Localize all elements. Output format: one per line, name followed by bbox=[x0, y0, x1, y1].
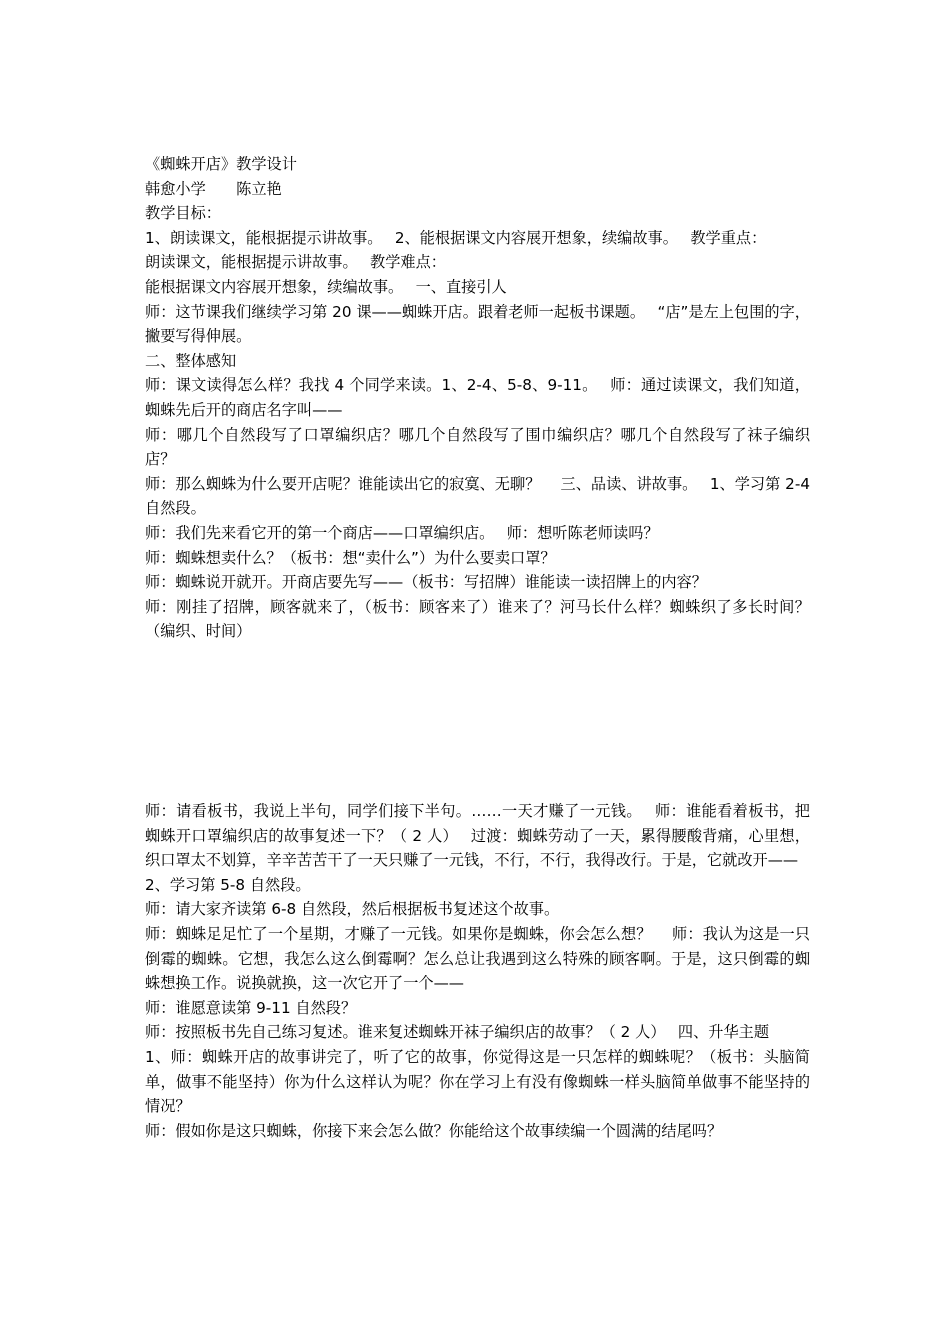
paragraph: 师：谁愿意读第 9-11 自然段？ bbox=[145, 998, 357, 1017]
paragraph: 能根据课文内容展开想象，续编故事。 一、直接引人 bbox=[145, 277, 507, 296]
document-title: 《蜘蛛开店》教学设计 bbox=[145, 155, 297, 173]
paragraph: 1、朗读课文，能根据提示讲故事。 2、能根据课文内容展开想象，续编故事。 教学重点： bbox=[145, 228, 767, 247]
paragraph: 师：我们先来看它开的第一个商店——口罩编织店。 师：想听陈老师读吗？ bbox=[145, 523, 659, 542]
paragraph: 1、师：蜘蛛开店的故事讲完了，听了它的故事，你觉得这是一只怎样的蜘蛛呢？（板书：头脑简单，做事不能坚持）你为什么这样认为呢？你在学习上有没有像蜘蛛一样头脑简单做事不能坚持的情况？ bbox=[145, 1047, 810, 1116]
paragraph: 朗读课文，能根据提示讲故事。 教学难点： bbox=[145, 253, 446, 272]
author-line: 韩愈小学 陈立艳 bbox=[145, 179, 282, 198]
paragraph: 师：蜘蛛想卖什么？（板书：想“卖什么”）为什么要卖口罩？ bbox=[145, 548, 556, 567]
text-block-bottom bbox=[145, 799, 810, 1143]
paragraph: 师：请大家齐读第 6-8 自然段，然后根据板书复述这个故事。 bbox=[145, 900, 560, 919]
paragraph: 师：课文读得怎么样？我找 4 个同学来读。1、2-4、5-8、9-11。 师：通过读课文，我们知道，蜘蛛先后开的商店名字叫—— bbox=[145, 376, 810, 419]
paragraph: 师：刚挂了招牌，顾客就来了，（板书：顾客来了）谁来了？河马长什么样？蜘蛛织了多长时间？（编织、时间） bbox=[145, 597, 810, 641]
paragraph: 师：蜘蛛说开就开。开商店要先写——（板书：写招牌）谁能读一读招牌上的内容？ bbox=[145, 573, 707, 592]
paragraph: 师：蜘蛛足足忙了一个星期，才赚了一元钱。如果你是蜘蛛，你会怎么想？ 师：我认为这是一只倒霉的蜘蛛。它想，我怎么这么倒霉啊？怎么总让我遇到这么特殊的顾客啊。于是，这只倒霉的蜘蛛想换工作。说换就换，这一次它开了一个—— bbox=[145, 924, 810, 993]
paragraph: 师：假如你是这只蜘蛛，你接下来会怎么做？你能给这个故事续编一个圆满的结尾吗？ bbox=[145, 1121, 723, 1140]
paragraph: 二、整体感知 bbox=[145, 351, 237, 370]
paragraph: 师：按照板书先自己练习复述。谁来复述蜘蛛开袜子编织店的故事？（ 2 人） 四、升华主题 bbox=[145, 1023, 770, 1042]
paragraph: 师：那么蜘蛛为什么要开店呢？谁能读出它的寂寞、无聊？ 三、品读、讲故事。 1、学习第 2-4 自然段。 bbox=[145, 474, 810, 518]
paragraph: 教学目标： bbox=[145, 204, 221, 223]
paragraph: 2、学习第 5-8 自然段。 bbox=[145, 875, 311, 894]
text-block-top bbox=[145, 152, 810, 644]
paragraph: 师：哪几个自然段写了口罩编织店？哪几个自然段写了围巾编织店？哪几个自然段写了袜子编织店？ bbox=[145, 425, 810, 469]
paragraph: 师：请看板书，我说上半句，同学们接下半句。……一天才赚了一元钱。 师：谁能看着板书，把蜘蛛开口罩编织店的故事复述一下？（ 2 人） 过渡：蜘蛛劳动了一天，累得腰酸背痛，心里想，织口罩太不划算，辛辛苦苦干了一天只赚了一元钱，不行，不行，我得改行。于是，它就改开—— bbox=[145, 802, 810, 870]
paragraph: 师：这节课我们继续学习第 20 课——蜘蛛开店。跟着老师一起板书课题。 “店”是左上包围的字，撇要写得伸展。 bbox=[145, 302, 810, 346]
